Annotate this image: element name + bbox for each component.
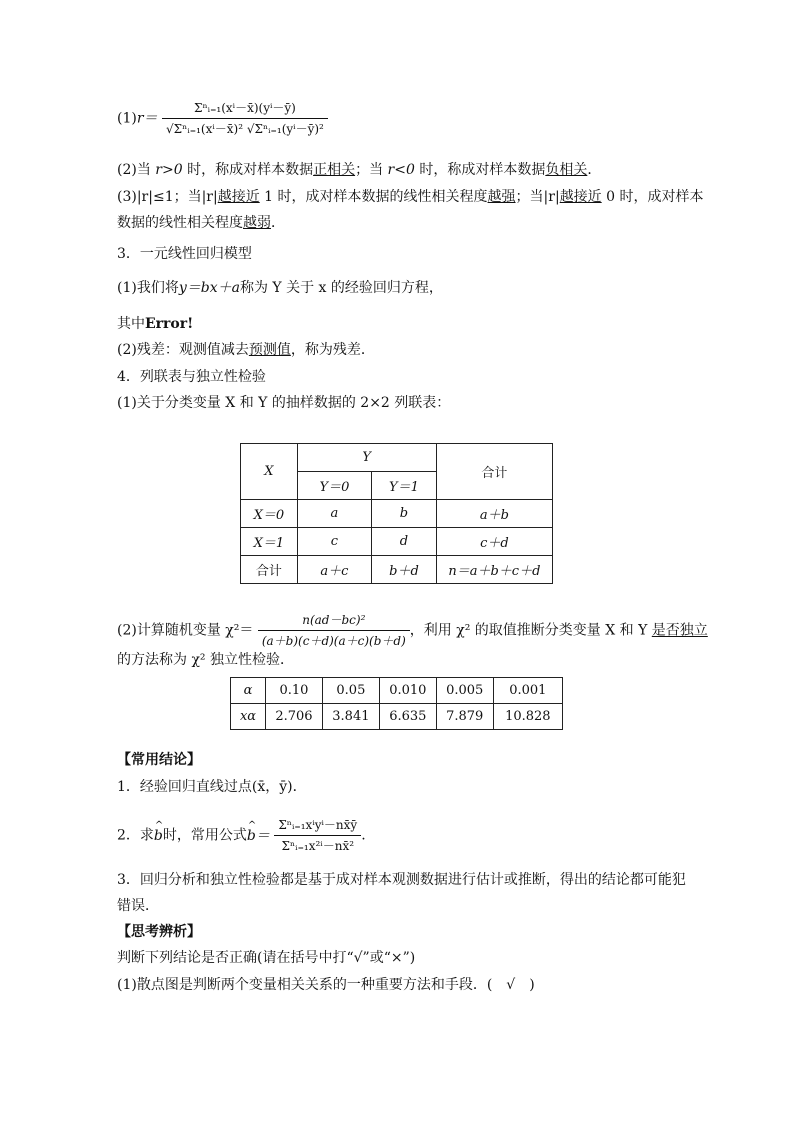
para-abs-r-line2 <box>117 213 285 233</box>
underlined-term: 越强 <box>487 189 516 205</box>
text: ，利用 χ² 的取值推断分类变量 X 和 Y <box>409 622 652 639</box>
b-hat-equals: ^ b＝ <box>247 826 270 846</box>
conclusion-2 <box>117 815 366 856</box>
question-1: (1)散点图是判断两个变量相关关系的一种重要方法和手段．( √ ) <box>117 977 535 993</box>
table-cell: c＋d <box>436 528 552 556</box>
table-cell: 0.05 <box>322 678 379 704</box>
text: 时，称成对样本数据 <box>182 162 314 178</box>
text: 1 时，成对样本数据的线性相关程度 <box>259 189 488 205</box>
judge-instruction: 判断下列结论是否正确(请在括号中打“√”或“×”) <box>117 950 416 966</box>
text: 时，常用公式 <box>162 827 247 844</box>
table-row <box>241 528 553 556</box>
table-cell: 6.635 <box>379 704 436 730</box>
table-row <box>241 500 553 528</box>
table-cell: a <box>297 500 372 528</box>
para-chi-square-line2: 的方法称为 χ² 独立性检验． <box>117 652 294 668</box>
table-cell: 0.010 <box>379 678 436 704</box>
table-row <box>241 556 553 584</box>
formula-numerator: Σⁿᵢ₌₁(xⁱ－x̄)(yⁱ－ȳ) <box>193 101 296 115</box>
text: ． <box>271 215 285 231</box>
text: ，称为残差． <box>290 342 375 358</box>
b-hat-fraction <box>274 815 361 856</box>
underlined-term: 预测值 <box>248 342 291 358</box>
formula-lhs: r＝ <box>136 110 158 127</box>
table-cell: 7.879 <box>436 704 493 730</box>
chi-numerator: n(ad－bc)² <box>302 613 366 627</box>
table-cell: 0.10 <box>266 678 323 704</box>
underlined-term: 越接近 <box>217 189 260 205</box>
sub-header-cell: Y＝1 <box>372 472 437 500</box>
b-hat-denominator: Σⁿᵢ₌₁x²ⁱ－nx̄² <box>274 835 361 856</box>
table-cell: X＝1 <box>241 528 298 556</box>
text: r<0 <box>387 162 415 178</box>
para-residual <box>117 340 375 360</box>
para-positive-negative <box>117 160 601 180</box>
error-text: Error! <box>145 316 194 332</box>
table-cell: X＝0 <box>241 500 298 528</box>
text: ；当 <box>355 162 388 178</box>
table-cell: b <box>372 500 437 528</box>
table-cell: n＝a＋b＋c＋d <box>436 556 552 584</box>
text: ；当|r| <box>515 189 560 205</box>
table-cell: a＋b <box>436 500 552 528</box>
text: 数据的线性相关程度 <box>117 215 243 231</box>
text: (3)|r|≤1；当|r| <box>117 189 218 205</box>
formula-fraction <box>162 98 328 139</box>
text: (1)我们将 <box>117 280 179 296</box>
text: (2)计算随机变量 χ²＝ <box>117 622 254 639</box>
corner-cell: X <box>241 444 298 500</box>
regression-equation: y＝bx＋a <box>178 280 240 296</box>
text: ． <box>587 162 602 178</box>
text: (2)当 <box>117 162 156 178</box>
formula-prefix: (1) <box>117 110 137 127</box>
table-cell: 10.828 <box>493 704 562 730</box>
text: 0 时，成对样本 <box>601 189 704 205</box>
chi-denominator: (a＋b)(c＋d)(a＋c)(b＋d) <box>258 630 410 651</box>
table-cell: 合计 <box>241 556 298 584</box>
underlined-term: 越弱 <box>243 215 271 231</box>
para-chi-square <box>117 610 708 651</box>
text: 称为 Y 关于 x 的经验回归方程， <box>239 280 443 296</box>
text: r>0 <box>155 162 183 178</box>
table-cell: c <box>297 528 372 556</box>
section-3-heading: 3．一元线性回归模型 <box>117 246 252 262</box>
error-line <box>117 314 193 334</box>
text: 其中 <box>117 316 145 332</box>
para-contingency-intro: (1)关于分类变量 X 和 Y 的抽样数据的 2×2 列联表： <box>117 395 451 411</box>
table-cell: 0.001 <box>493 678 562 704</box>
table-cell: 0.005 <box>436 678 493 704</box>
b-hat: ^ b <box>154 826 163 846</box>
chi-square-fraction <box>258 610 410 651</box>
total-header-cell: 合计 <box>436 444 552 500</box>
text: 2．求 <box>117 827 154 844</box>
underlined-term: 正相关 <box>313 162 356 178</box>
underlined-term: 越接近 <box>559 189 602 205</box>
table-cell: a＋c <box>297 556 372 584</box>
sub-header-cell: Y＝0 <box>297 472 372 500</box>
underlined-term: 负相关 <box>545 162 588 178</box>
contingency-table <box>240 443 553 584</box>
para-regression-equation <box>117 278 443 298</box>
underlined-term: 是否独立 <box>651 622 708 639</box>
conclusion-3-line1: 3．回归分析和独立性检验都是基于成对样本观测数据进行估计或推断，得出的结论都可能犯 <box>117 872 686 888</box>
conclusion-1: 1．经验回归直线过点(x̄，ȳ)． <box>117 779 307 795</box>
common-conclusions-title: 【常用结论】 <box>117 752 201 768</box>
correlation-formula <box>117 98 328 139</box>
table-cell: xα <box>231 704 266 730</box>
alpha-table <box>230 677 563 730</box>
table-row <box>231 704 563 730</box>
y-header-cell: Y <box>297 444 436 472</box>
text: (2)残差：观测值减去 <box>117 342 249 358</box>
text: . <box>361 827 366 844</box>
formula-denominator: √Σⁿᵢ₌₁(xⁱ－x̄)² √Σⁿᵢ₌₁(yⁱ－ȳ)² <box>162 118 328 139</box>
table-cell: α <box>231 678 266 704</box>
thinking-title: 【思考辨析】 <box>117 924 201 940</box>
table-cell: 3.841 <box>322 704 379 730</box>
b-hat-numerator: Σⁿᵢ₌₁xⁱyⁱ－nx̄ȳ <box>278 818 358 832</box>
text: 时，称成对样本数据 <box>414 162 546 178</box>
table-cell: 2.706 <box>266 704 323 730</box>
table-cell: b＋d <box>372 556 437 584</box>
table-row <box>231 678 563 704</box>
table-cell: d <box>372 528 437 556</box>
section-4-heading: 4．列联表与独立性检验 <box>117 369 266 385</box>
para-abs-r-line1 <box>117 187 704 207</box>
conclusion-3-line2: 错误． <box>117 898 159 914</box>
